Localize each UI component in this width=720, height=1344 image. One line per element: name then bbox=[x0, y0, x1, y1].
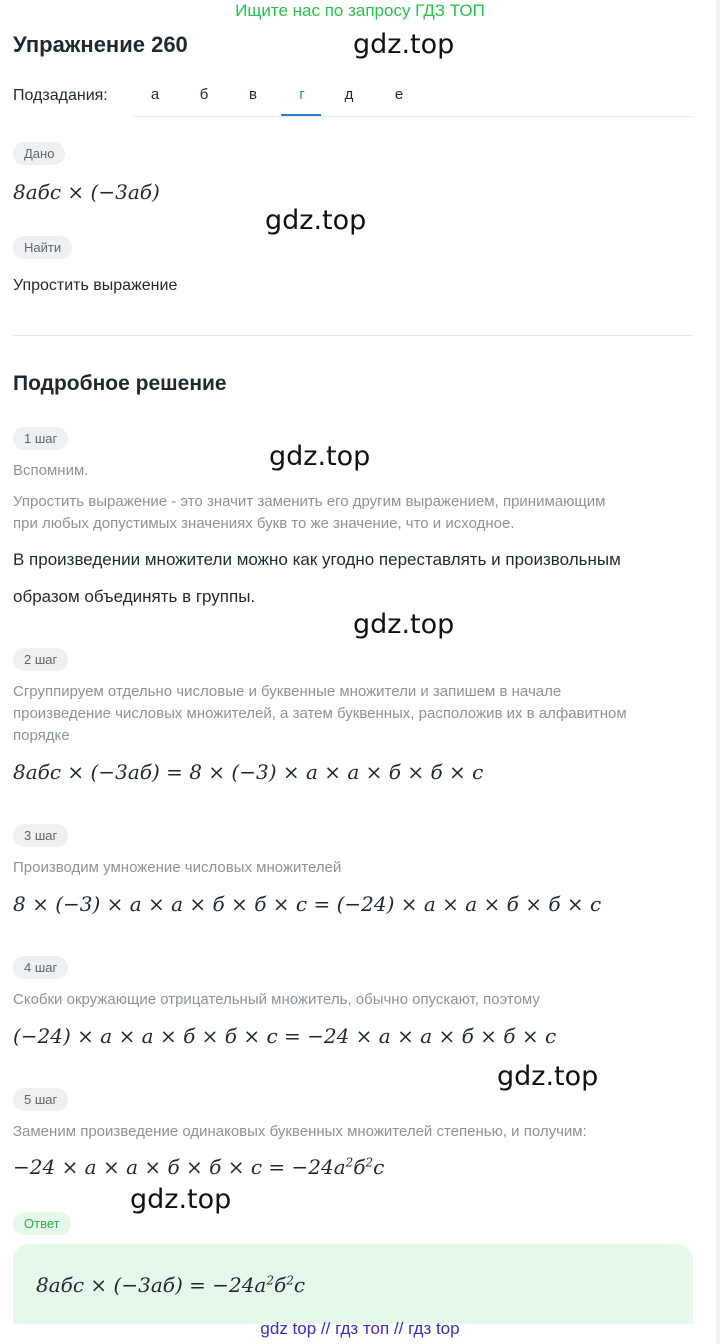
page-title: Упражнение 260 bbox=[13, 32, 188, 57]
scrollbar[interactable] bbox=[716, 0, 720, 1344]
watermark: gdz.top bbox=[130, 1184, 232, 1215]
tab-d[interactable]: д bbox=[344, 86, 354, 103]
answer-math-main: 8абс × (−3аб) = −24а bbox=[36, 1273, 267, 1297]
answer-chip: Ответ bbox=[13, 1212, 71, 1235]
step-5-math-mid: б bbox=[353, 1155, 366, 1179]
given-chip: Дано bbox=[13, 142, 65, 165]
subtasks-tabs bbox=[133, 80, 693, 117]
step-chip: 2 шаг bbox=[13, 648, 68, 671]
step-2-chip-wrap bbox=[13, 648, 68, 671]
answer-math-mid: б bbox=[274, 1273, 287, 1297]
step-3-line: Производим умножение числовых множителей bbox=[13, 859, 342, 876]
watermark: gdz.top bbox=[497, 1061, 599, 1092]
step-5-line: Заменим произведение одинаковых буквенных множителей степенью, и получим: bbox=[13, 1123, 587, 1140]
step-1-rule: В произведении множители можно как угодно переставлять и произвольным bbox=[13, 550, 621, 569]
tab-v[interactable]: в bbox=[249, 86, 257, 103]
step-2-line: порядке bbox=[13, 727, 70, 744]
find-chip-wrap bbox=[13, 236, 72, 259]
step-5-math bbox=[13, 1155, 384, 1179]
step-5-chip-wrap bbox=[13, 1088, 68, 1111]
exponent: 2 bbox=[365, 1155, 374, 1170]
watermark: gdz.top bbox=[265, 205, 367, 236]
step-5-math-end: с bbox=[373, 1155, 385, 1179]
find-chip: Найти bbox=[13, 236, 72, 259]
step-1-line: при любых допустимых значениях букв то же значение, что и исходное. bbox=[13, 515, 515, 532]
subtasks-label: Подзадания: bbox=[13, 87, 108, 104]
exponent: 2 bbox=[345, 1155, 354, 1170]
step-4-chip-wrap bbox=[13, 956, 68, 979]
step-2-math: 8абс × (−3аб) = 8 × (−3) × а × а × б × б × с bbox=[13, 760, 484, 784]
given-chip-wrap bbox=[13, 142, 65, 165]
search-banner: Ищите нас по запросу ГДЗ ТОП bbox=[235, 1, 485, 20]
answer-math-end: с bbox=[293, 1273, 306, 1297]
tab-e[interactable]: е bbox=[394, 86, 404, 103]
step-4-math: (−24) × а × а × б × б × с = −24 × а × а × б × б × с bbox=[13, 1024, 557, 1048]
step-1-rule: образом объединять в группы. bbox=[13, 587, 256, 606]
step-chip: 3 шаг bbox=[13, 824, 68, 847]
active-tab-indicator bbox=[281, 114, 321, 116]
step-3-chip-wrap bbox=[13, 824, 68, 847]
watermark: gdz.top bbox=[353, 609, 455, 640]
exponent: 2 bbox=[286, 1273, 294, 1288]
given-expression: 8абс × (−3аб) bbox=[13, 180, 160, 204]
section-divider bbox=[13, 335, 693, 336]
step-2-line: Сгруппируем отдельно числовые и буквенные множители и запишем в начале bbox=[13, 683, 562, 700]
step-1-line: Вспомним. bbox=[13, 462, 89, 479]
step-1-chip-wrap bbox=[13, 427, 68, 450]
find-text: Упростить выражение bbox=[13, 277, 178, 294]
step-5-math-main: −24 × а × а × б × б × с = −24а bbox=[13, 1155, 346, 1179]
solution-heading: Подробное решение bbox=[13, 372, 227, 395]
step-2-line: произведение числовых множителей, а затем буквенных, расположив их в алфавитном bbox=[13, 705, 627, 722]
answer-chip-wrap bbox=[13, 1212, 71, 1235]
footer-links[interactable]: gdz top // гдз топ // гдз top bbox=[260, 1319, 460, 1338]
tab-b[interactable]: б bbox=[199, 86, 209, 103]
answer-box bbox=[13, 1244, 693, 1324]
step-1-line: Упростить выражение - это значит заменить его другим выражением, принимающим bbox=[13, 493, 606, 510]
step-chip: 4 шаг bbox=[13, 956, 68, 979]
step-chip: 1 шаг bbox=[13, 427, 68, 450]
tab-g[interactable]: г bbox=[299, 86, 305, 103]
watermark: gdz.top bbox=[269, 441, 371, 472]
exponent: 2 bbox=[266, 1273, 274, 1288]
step-3-math: 8 × (−3) × а × а × б × б × с = (−24) × а × а × б × б × с bbox=[13, 892, 602, 916]
watermark: gdz.top bbox=[353, 29, 455, 60]
step-4-line: Скобки окружающие отрицательный множитель, обычно опускают, поэтому bbox=[13, 991, 540, 1008]
answer-math bbox=[36, 1273, 305, 1297]
tab-a[interactable]: а bbox=[150, 86, 160, 103]
step-chip: 5 шаг bbox=[13, 1088, 68, 1111]
